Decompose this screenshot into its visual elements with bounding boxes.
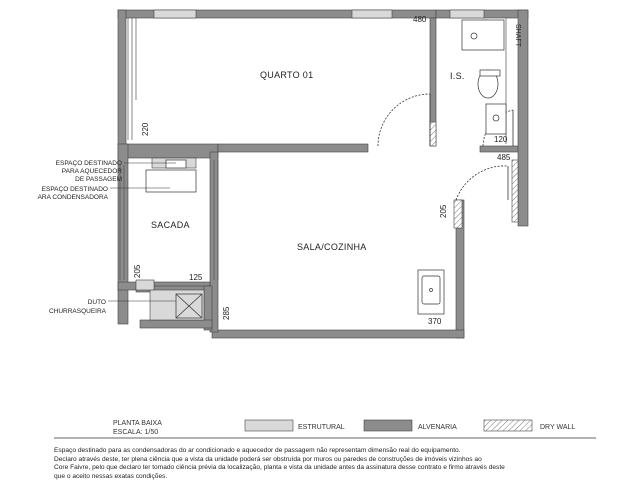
footer-line-2: Declaro através deste, ter plena ciência que a vista da unidade poderá ser obstruída por muros ou paredes de construções de imóveis vizinhos ao [54, 455, 482, 463]
annotation-duto-line1: DUTO [87, 299, 106, 306]
footer-line-1: Espaço destinado para as condensadoras do ar condicionado e aquecedor de passagem não representam dimensão real do equipamento. [54, 447, 461, 454]
legend-label-drywall: DRY WALL [540, 424, 576, 431]
annotation-aquecedor-line3: DE PASSAGEM [75, 176, 122, 183]
annotation-duto-line2: CHURRASQUEIRA [48, 308, 106, 315]
annotation-duto [49, 299, 107, 315]
plan-title: PLANTA BAIXA [113, 420, 162, 427]
legend-swatch-estrutural [245, 420, 293, 431]
dimension-205-left: 205 [133, 264, 142, 278]
dimension-285: 285 [222, 306, 231, 320]
footer-line-3: Core Faivre, pelo que declaro ter tomado ciência prévia da localização, planta e vista da unidade antes da assinatura desse contrato e firmo através deste [54, 464, 505, 472]
footer-notes [54, 447, 614, 481]
dimension-220: 220 [141, 122, 150, 136]
footer-line-4: que o aceito nessas exatas condições. [54, 472, 168, 480]
dimension-485: 485 [497, 153, 511, 162]
room-label-is: I.S. [450, 71, 465, 81]
dimension-120: 120 [494, 135, 508, 144]
legend-label-alvenaria: ALVENARIA [418, 424, 457, 431]
room-label-sala-cozinha: SALA/COZINHA [297, 242, 367, 252]
dimension-480: 480 [413, 15, 427, 24]
dimension-125: 125 [189, 273, 203, 282]
bathroom-fixtures [462, 20, 506, 134]
legend-label-estrutural: ESTRUTURAL [298, 424, 345, 431]
legend-swatch-alvenaria [364, 420, 412, 431]
annotation-aquecedor-line2: PARA AQUECEDOR [61, 168, 122, 175]
dimension-205-right: 205 [439, 204, 448, 218]
room-label-shaft: SHAFT [514, 24, 521, 47]
plan-scale: ESCALA: 1/50 [113, 429, 159, 436]
dimension-370: 370 [428, 317, 442, 326]
annotation-condensadora [38, 186, 109, 201]
annotation-aquecedor [56, 160, 123, 183]
kitchen-sink [418, 270, 444, 314]
room-label-quarto: QUARTO 01 [260, 70, 314, 80]
legend-swatch-drywall [484, 420, 532, 431]
annotation-aquecedor-line1: ESPAÇO DESTINADO [55, 160, 122, 167]
annotation-condensadora-line1: ESPAÇO DESTINADO [41, 186, 108, 193]
room-label-sacada: SACADA [151, 220, 190, 230]
annotation-condensadora-line2: ARA CONDENSADORA [37, 194, 108, 201]
